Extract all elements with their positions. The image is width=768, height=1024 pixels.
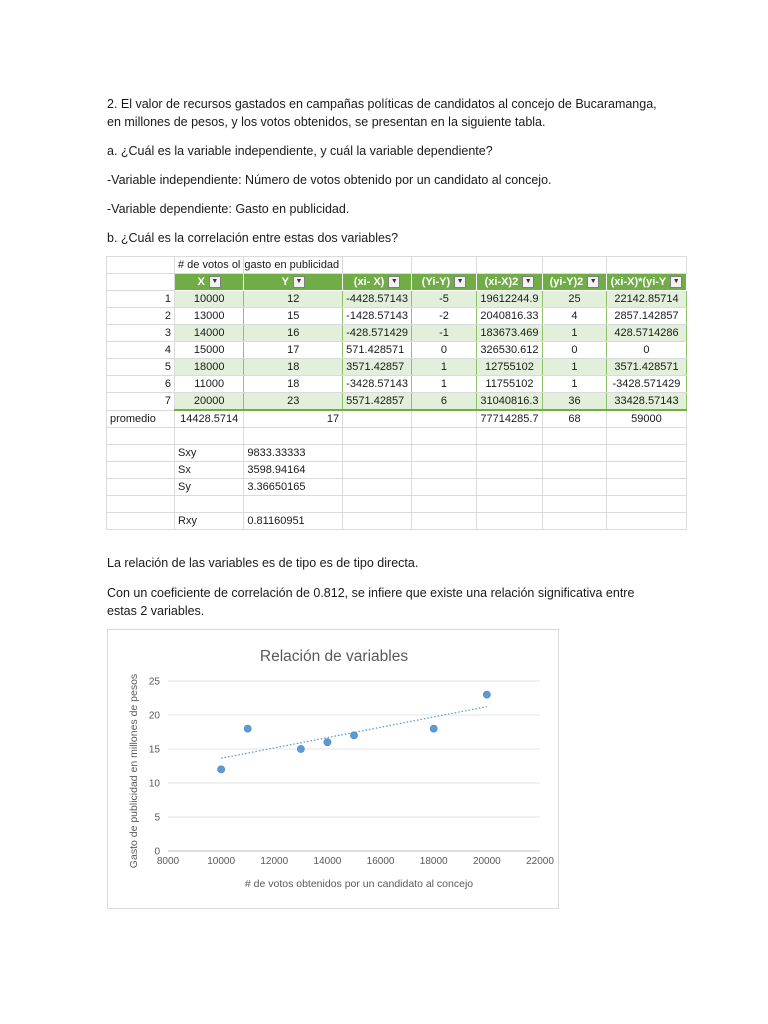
data-point (244, 725, 251, 732)
x-tick-label: 14000 (313, 856, 342, 867)
table-cell: 5571.42857 (343, 393, 412, 411)
sheet-cell (606, 428, 686, 445)
table-cell: 20000 (175, 393, 244, 411)
column-header-label: Y (281, 275, 289, 288)
table-cell: 2040816.33 (476, 308, 542, 325)
stat-label: Sy (175, 479, 244, 496)
table-row (107, 291, 687, 308)
x-tick-label: 16000 (366, 856, 395, 867)
sheet-cell (175, 428, 244, 445)
sheet-cell (476, 513, 542, 530)
table-cell: 12 (244, 291, 343, 308)
sheet-cell (411, 445, 476, 462)
table-cell: 12755102 (476, 359, 542, 376)
sheet-cell (244, 428, 343, 445)
data-point (297, 745, 304, 752)
sheet-cell (107, 257, 175, 274)
table-row (107, 393, 687, 411)
sheet-cell (476, 462, 542, 479)
y-tick-label: 20 (148, 710, 160, 722)
sheet-cell (107, 496, 175, 513)
sheet-cell (107, 479, 175, 496)
average-cell: 77714285.7 (476, 410, 542, 428)
table-cell: 428.5714286 (606, 325, 686, 342)
table-cell: 17 (244, 342, 343, 359)
average-row (107, 410, 687, 428)
stat-label: Rxy (175, 513, 244, 530)
chart-plot-area (149, 677, 554, 868)
sheet-header-row (107, 274, 687, 291)
row-number: 3 (107, 325, 175, 342)
stat-value: 3.36650165 (244, 479, 343, 496)
question-b: b. ¿Cuál es la correlación entre estas dos variables? (107, 231, 399, 245)
table-cell: 31040816.3 (476, 393, 542, 411)
sheet-cell (542, 257, 606, 274)
table-cell: 4 (542, 308, 606, 325)
table-cell: 1 (411, 359, 476, 376)
table-cell: 14000 (175, 325, 244, 342)
table-cell: 1 (542, 376, 606, 393)
table-cell: -2 (411, 308, 476, 325)
filter-dropdown-icon[interactable]: ▼ (522, 276, 534, 288)
sheet-cell (606, 462, 686, 479)
table-cell: 571.428571 (343, 342, 412, 359)
column-header (244, 274, 343, 291)
stat-value (244, 496, 343, 513)
x-tick-label: 22000 (526, 856, 554, 867)
table-cell: -1428.57143 (343, 308, 412, 325)
sheet-cell (542, 462, 606, 479)
table-cell: 0 (411, 342, 476, 359)
table-cell: 22142.85714 (606, 291, 686, 308)
x-tick-label: 8000 (156, 856, 180, 867)
sheet-cell (411, 462, 476, 479)
sheet-cell (411, 513, 476, 530)
table-row (107, 359, 687, 376)
table-cell: 36 (542, 393, 606, 411)
stat-label: Sxy (175, 445, 244, 462)
column-header (343, 274, 412, 291)
y-tick-label: 5 (154, 812, 160, 824)
column-header-label: (xi- X) (353, 275, 385, 288)
row-number: 4 (107, 342, 175, 359)
column-header-label: X (197, 275, 205, 288)
stat-row (107, 496, 687, 513)
sheet-cell (343, 445, 412, 462)
row-number: 1 (107, 291, 175, 308)
table-row (107, 308, 687, 325)
table-cell: 15 (244, 308, 343, 325)
sheet-cell (606, 445, 686, 462)
stat-value: 0.81160951 (244, 513, 343, 530)
table-cell: 6 (411, 393, 476, 411)
stat-row (107, 462, 687, 479)
row-number: 7 (107, 393, 175, 411)
average-cell (411, 410, 476, 428)
sheet-cell (476, 428, 542, 445)
table-row (107, 325, 687, 342)
table-cell: 326530.612 (476, 342, 542, 359)
average-label: promedio (107, 410, 175, 428)
relation-type: La relación de las variables es de tipo es de tipo directa. (107, 556, 419, 570)
filter-dropdown-icon[interactable]: ▼ (454, 276, 466, 288)
table-cell: -3428.57143 (343, 376, 412, 393)
empty-row (107, 428, 687, 445)
row-number: 6 (107, 376, 175, 393)
average-cell (343, 410, 412, 428)
table-cell: 19612244.9 (476, 291, 542, 308)
column-header-label: (xi-X)2 (484, 275, 519, 288)
y-tick-label: 10 (148, 778, 160, 790)
column-header-label: (Yi-Y) (421, 275, 451, 288)
table-cell: 1 (542, 325, 606, 342)
table-cell: -4428.57143 (343, 291, 412, 308)
data-point (350, 732, 357, 739)
table-cell: 18 (244, 376, 343, 393)
data-point (324, 739, 331, 746)
stat-row (107, 445, 687, 462)
row-number: 5 (107, 359, 175, 376)
sheet-cell (606, 257, 686, 274)
average-cell: 14428.5714 (175, 410, 244, 428)
table-cell: 1 (411, 376, 476, 393)
table-cell: 3571.428571 (606, 359, 686, 376)
table-cell: 11755102 (476, 376, 542, 393)
x-tick-label: 12000 (260, 856, 289, 867)
sheet-cell (542, 513, 606, 530)
chart-title: Relación de variables (259, 648, 409, 665)
table-cell: 0 (606, 342, 686, 359)
stat-value: 3598.94164 (244, 462, 343, 479)
table-cell: 2857.142857 (606, 308, 686, 325)
sheet-cell (107, 513, 175, 530)
sheet-cell (476, 479, 542, 496)
sheet-cell (343, 496, 412, 513)
sheet-cell (476, 496, 542, 513)
stat-label (175, 496, 244, 513)
stat-row (107, 513, 687, 530)
x-tick-label: 20000 (472, 856, 501, 867)
sheet-cell (411, 257, 476, 274)
column-header (542, 274, 606, 291)
table-cell: 23 (244, 393, 343, 411)
sheet-cell (411, 496, 476, 513)
sheet-cell (343, 479, 412, 496)
sheet-cell (343, 462, 412, 479)
column-header (411, 274, 476, 291)
sheet-cell (606, 479, 686, 496)
table-cell: 18 (244, 359, 343, 376)
column-header-label: (yi-Y)2 (549, 275, 584, 288)
data-point (218, 766, 225, 773)
dependent-variable: -Variable dependiente: Gasto en publicidad. (107, 202, 350, 216)
question-a: a. ¿Cuál es la variable independiente, y cuál la variable dependiente? (107, 144, 493, 158)
column-header (476, 274, 542, 291)
chart-y-axis-label: Gasto de publicidad en millones de pesos (128, 673, 140, 869)
conclusion-line-2: estas 2 variables. (107, 604, 205, 618)
independent-variable: -Variable independiente: Número de votos obtenido por un candidato al concejo. (107, 173, 552, 187)
sheet-cell (343, 513, 412, 530)
sheet-cell (542, 479, 606, 496)
sheet-cell (107, 274, 175, 291)
sheet-cell (476, 257, 542, 274)
table-cell: -1 (411, 325, 476, 342)
filter-dropdown-icon[interactable]: ▼ (293, 276, 305, 288)
data-point (430, 725, 437, 732)
table-cell: 33428.57143 (606, 393, 686, 411)
stat-label: Sx (175, 462, 244, 479)
chart-x-axis-label: # de votos obtenidos por un candidato al concejo (244, 878, 474, 890)
column-header-label: (xi-X)*(yi-Y (610, 275, 667, 288)
y-tick-label: 15 (148, 744, 160, 756)
table-cell: 11000 (175, 376, 244, 393)
sheet-cell (343, 428, 412, 445)
table-cell: 18000 (175, 359, 244, 376)
sheet-cell (606, 513, 686, 530)
stat-value: 9833.33333 (244, 445, 343, 462)
table-cell: 0 (542, 342, 606, 359)
scatter-chart (107, 629, 559, 909)
filter-dropdown-icon[interactable]: ▼ (587, 276, 599, 288)
table-cell: 13000 (175, 308, 244, 325)
sheet-cell (107, 462, 175, 479)
table-cell: 3571.42857 (343, 359, 412, 376)
sheet-title-row (107, 257, 687, 274)
filter-dropdown-icon[interactable]: ▼ (670, 276, 682, 288)
sheet-cell (542, 496, 606, 513)
sheet-title-right: gasto en publicidad (244, 257, 343, 274)
x-tick-label: 10000 (207, 856, 236, 867)
sheet-title-left: # de votos ol (175, 257, 244, 274)
sheet-cell (476, 445, 542, 462)
row-number: 2 (107, 308, 175, 325)
x-tick-label: 18000 (419, 856, 448, 867)
table-cell: -428.571429 (343, 325, 412, 342)
intro-line-1: 2. El valor de recursos gastados en campañas políticas de candidatos al concejo de Bucaramanga, (107, 97, 657, 111)
y-tick-label: 0 (154, 846, 160, 858)
sheet-cell (542, 428, 606, 445)
table-cell: 10000 (175, 291, 244, 308)
data-point (483, 691, 490, 698)
sheet-cell (606, 496, 686, 513)
intro-line-2: en millones de pesos, y los votos obtenidos, se presentan en la siguiente tabla. (107, 115, 546, 129)
sheet-cell (343, 257, 412, 274)
sheet-cell (411, 479, 476, 496)
table-cell: 16 (244, 325, 343, 342)
column-header (606, 274, 686, 291)
sheet-cell (542, 445, 606, 462)
table-row (107, 342, 687, 359)
stat-row (107, 479, 687, 496)
filter-dropdown-icon[interactable]: ▼ (209, 276, 221, 288)
column-header (175, 274, 244, 291)
table-cell: 183673.469 (476, 325, 542, 342)
spreadsheet-table (106, 256, 687, 530)
table-cell: -5 (411, 291, 476, 308)
average-cell: 17 (244, 410, 343, 428)
sheet-cell (411, 428, 476, 445)
sheet-cell (107, 445, 175, 462)
chart-svg (108, 630, 558, 908)
filter-dropdown-icon[interactable]: ▼ (388, 276, 400, 288)
table-cell: -3428.571429 (606, 376, 686, 393)
average-cell: 68 (542, 410, 606, 428)
conclusion-line-1: Con un coeficiente de correlación de 0.812, se infiere que existe una relación significativa entre (107, 586, 635, 600)
table-cell: 25 (542, 291, 606, 308)
sheet-cell (107, 428, 175, 445)
average-cell: 59000 (606, 410, 686, 428)
table-cell: 1 (542, 359, 606, 376)
table-row (107, 376, 687, 393)
table-cell: 15000 (175, 342, 244, 359)
y-tick-label: 25 (148, 676, 160, 688)
